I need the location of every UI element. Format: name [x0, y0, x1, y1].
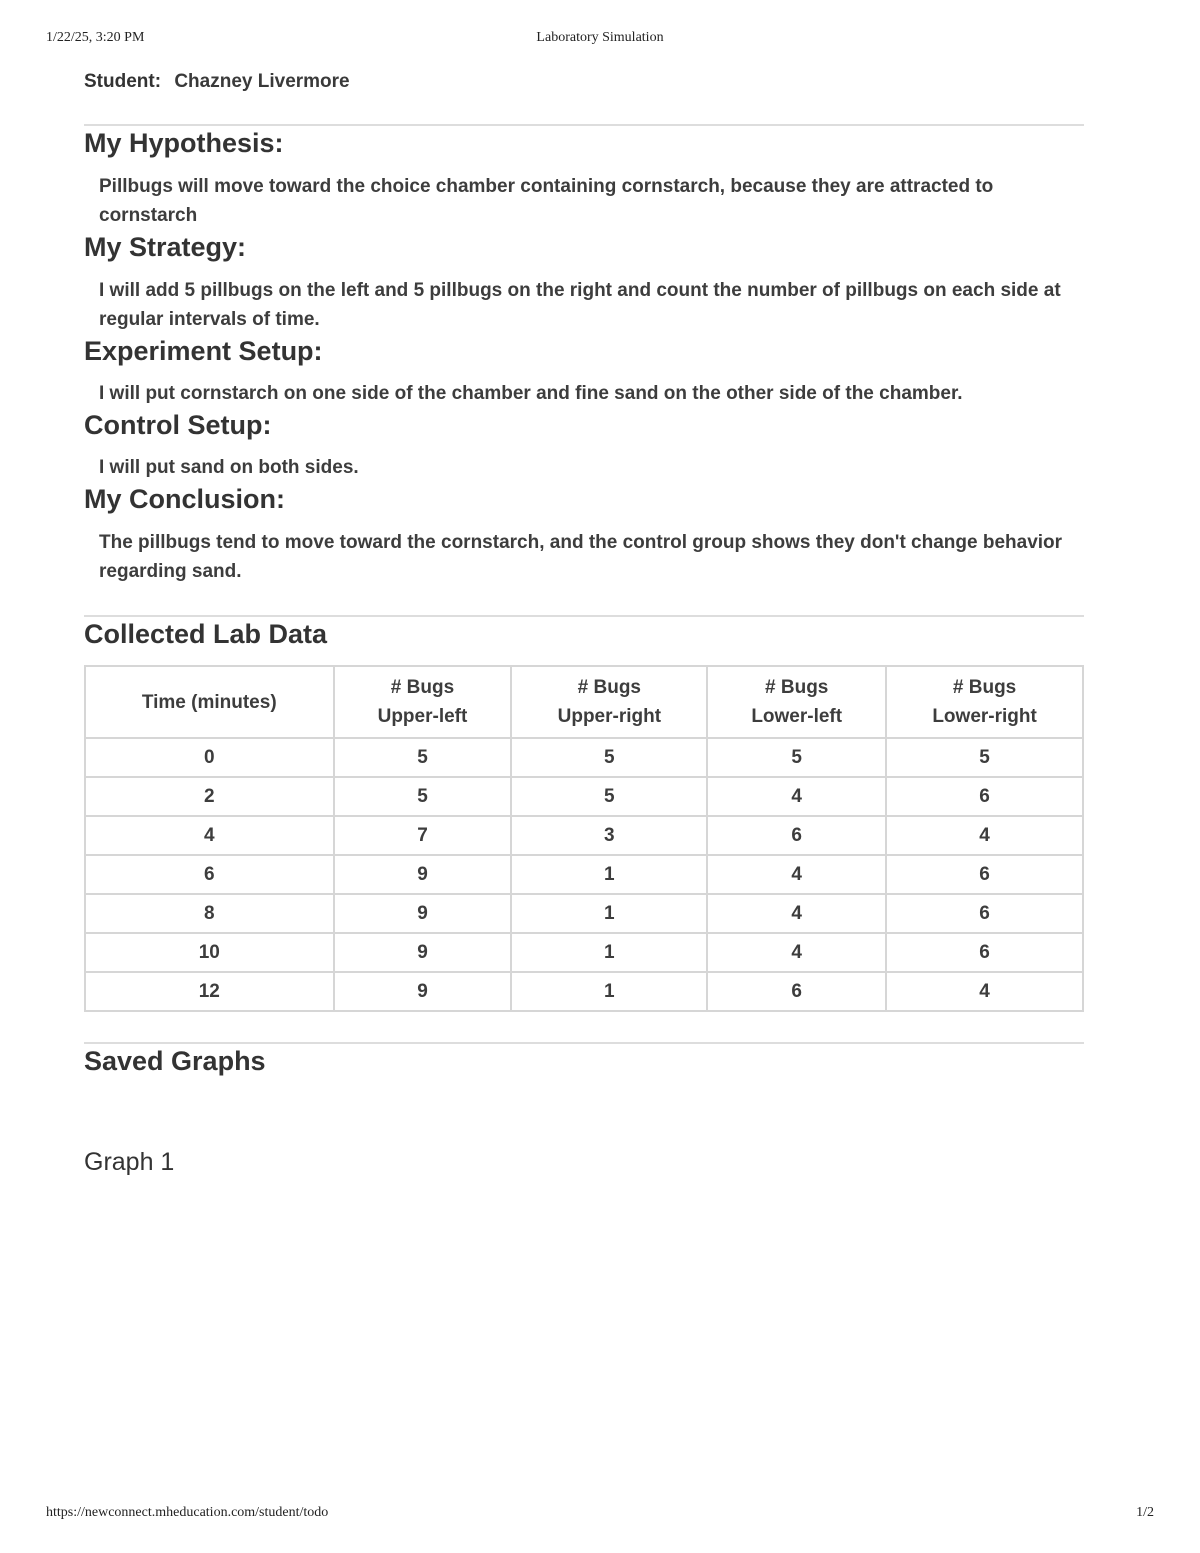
table-cell: 4	[886, 972, 1083, 1011]
table-cell: 1	[511, 894, 707, 933]
table-row	[85, 972, 1083, 1011]
column-header-line1: # Bugs	[577, 677, 642, 698]
graph-title: Graph 1	[84, 1148, 175, 1176]
table-cell: 5	[511, 738, 707, 777]
conclusion-heading: My Conclusion:	[84, 484, 285, 514]
table-cell: 6	[85, 855, 334, 894]
print-date: 1/22/25, 3:20 PM	[46, 30, 145, 45]
student-line	[84, 66, 1084, 98]
column-header-lower-right	[886, 666, 1083, 738]
table-cell: 4	[85, 816, 334, 855]
table-cell: 5	[707, 738, 886, 777]
table-cell: 3	[511, 816, 707, 855]
column-header-lower-left	[707, 666, 886, 738]
saved-graphs-heading: Saved Graphs	[84, 1046, 266, 1076]
table-cell: 7	[334, 816, 512, 855]
column-header-time	[85, 666, 334, 738]
column-header-upper-right	[511, 666, 707, 738]
column-header-line1: # Bugs	[952, 677, 1017, 698]
table-cell: 1	[511, 855, 707, 894]
table-row	[85, 816, 1083, 855]
table-cell: 6	[707, 972, 886, 1011]
table-cell: 2	[85, 777, 334, 816]
hypothesis-text: Pillbugs will move toward the choice chamber containing cornstarch, because they are attracted to cornstarch	[99, 176, 994, 226]
column-header-line2: Lower-right	[932, 706, 1037, 727]
lab-data-heading: Collected Lab Data	[84, 619, 328, 649]
lab-data-table	[84, 665, 1084, 1012]
table-cell: 4	[886, 816, 1083, 855]
table-cell: 5	[334, 777, 512, 816]
print-footer	[46, 1505, 1154, 1525]
column-header-line2: Lower-left	[751, 706, 843, 727]
print-header	[46, 30, 1154, 50]
table-cell: 0	[85, 738, 334, 777]
column-header-line2: Upper-right	[557, 706, 662, 727]
print-page-title: Laboratory Simulation	[536, 30, 664, 45]
table-cell: 6	[707, 816, 886, 855]
table-cell: 9	[334, 972, 512, 1011]
table-cell: 6	[886, 777, 1083, 816]
table-cell: 5	[334, 738, 512, 777]
column-header-upper-left	[334, 666, 512, 738]
table-cell: 6	[886, 933, 1083, 972]
table-cell: 6	[886, 894, 1083, 933]
table-cell: 9	[334, 894, 512, 933]
student-label: Student:	[84, 71, 162, 92]
lab-report	[84, 66, 1084, 1178]
table-row	[85, 933, 1083, 972]
experiment-setup-text: I will put cornstarch on one side of the chamber and fine sand on the other side of the chamber.	[99, 383, 963, 404]
table-cell: 4	[707, 933, 886, 972]
table-cell: 12	[85, 972, 334, 1011]
table-cell: 1	[511, 933, 707, 972]
table-cell: 1	[511, 972, 707, 1011]
print-url: https://newconnect.mheducation.com/student/todo	[46, 1505, 329, 1520]
table-cell: 9	[334, 855, 512, 894]
conclusion-text: The pillbugs tend to move toward the cornstarch, and the control group shows they don't change behavior regarding sand.	[99, 532, 1063, 582]
control-setup-text: I will put sand on both sides.	[99, 457, 359, 478]
table-cell: 4	[707, 777, 886, 816]
table-header-row	[85, 666, 1083, 738]
column-header-line1: Time (minutes)	[141, 691, 277, 713]
table-row	[85, 894, 1083, 933]
table-cell: 5	[511, 777, 707, 816]
print-page-number: 1/2	[1136, 1505, 1154, 1520]
table-cell: 10	[85, 933, 334, 972]
column-header-line2: Upper-left	[377, 706, 468, 727]
experiment-setup-heading: Experiment Setup:	[84, 336, 323, 366]
table-row	[85, 855, 1083, 894]
table-cell: 4	[707, 894, 886, 933]
table-cell: 6	[886, 855, 1083, 894]
column-header-line1: # Bugs	[390, 677, 455, 698]
column-header-line1: # Bugs	[765, 677, 829, 698]
table-row	[85, 738, 1083, 777]
student-name: Chazney Livermore	[174, 71, 350, 92]
table-cell: 4	[707, 855, 886, 894]
control-setup-heading: Control Setup:	[84, 410, 272, 440]
table-cell: 5	[886, 738, 1083, 777]
strategy-text: I will add 5 pillbugs on the left and 5 pillbugs on the right and count the number of pillbugs on each side at regular intervals of time.	[99, 280, 1061, 330]
table-row	[85, 777, 1083, 816]
table-cell: 8	[85, 894, 334, 933]
strategy-heading: My Strategy:	[84, 232, 247, 262]
hypothesis-heading: My Hypothesis:	[84, 128, 284, 158]
table-cell: 9	[334, 933, 512, 972]
